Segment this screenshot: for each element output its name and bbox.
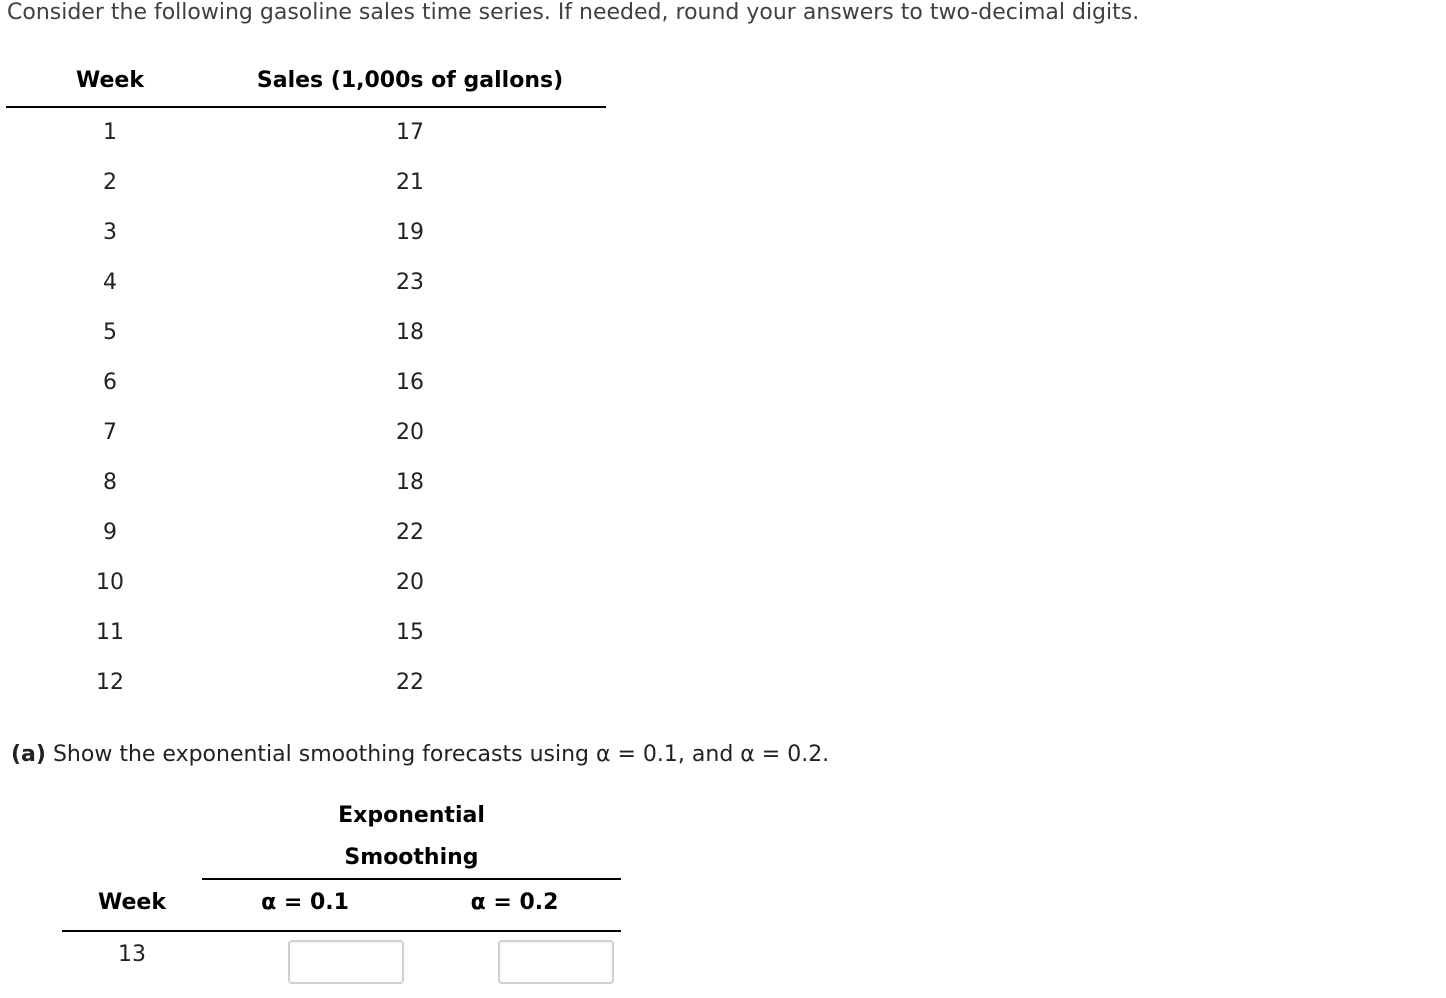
cell-sales: 20 bbox=[396, 420, 424, 445]
cell-sales: 23 bbox=[396, 270, 424, 295]
table-row bbox=[6, 558, 606, 608]
table-body bbox=[6, 108, 606, 708]
cell-week: 5 bbox=[103, 320, 117, 345]
table-row bbox=[6, 458, 606, 508]
table-row bbox=[6, 508, 606, 558]
header-week: Week bbox=[76, 68, 144, 93]
cell-week: 11 bbox=[96, 620, 124, 645]
cell-sales: 17 bbox=[396, 120, 424, 145]
table-row bbox=[6, 658, 606, 708]
answer-row-week-13 bbox=[62, 940, 621, 988]
table-row bbox=[6, 408, 606, 458]
table-row bbox=[6, 208, 606, 258]
table-row bbox=[6, 158, 606, 208]
question-a bbox=[11, 742, 829, 767]
cell-sales: 21 bbox=[396, 170, 424, 195]
cell-week: 4 bbox=[103, 270, 117, 295]
forecast-alpha-0-1-input[interactable] bbox=[288, 940, 404, 984]
instructions-text: Consider the following gasoline sales time series. If needed, round your answers to two-decimal digits. bbox=[7, 0, 1140, 25]
answer-header-alpha-0-2: α = 0.2 bbox=[470, 890, 559, 915]
question-part-label: (a) bbox=[11, 742, 46, 767]
cell-week: 12 bbox=[96, 670, 124, 695]
answer-table-header bbox=[62, 890, 621, 932]
cell-week: 2 bbox=[103, 170, 117, 195]
cell-sales: 16 bbox=[396, 370, 424, 395]
group-header-line1: Exponential bbox=[338, 803, 485, 828]
cell-week: 1 bbox=[103, 120, 117, 145]
table-row bbox=[6, 108, 606, 158]
cell-week: 6 bbox=[103, 370, 117, 395]
table-row bbox=[6, 358, 606, 408]
answer-header-alpha-0-1: α = 0.1 bbox=[261, 890, 349, 915]
answer-row-week: 13 bbox=[118, 942, 146, 967]
group-header-divider bbox=[202, 878, 621, 880]
group-header-line2: Smoothing bbox=[344, 845, 479, 870]
table-header bbox=[6, 60, 606, 108]
cell-sales: 22 bbox=[396, 520, 424, 545]
cell-sales: 20 bbox=[396, 570, 424, 595]
cell-week: 9 bbox=[103, 520, 117, 545]
sales-data-table bbox=[6, 60, 606, 708]
cell-week: 7 bbox=[103, 420, 117, 445]
cell-sales: 15 bbox=[396, 620, 424, 645]
header-sales: Sales (1,000s of gallons) bbox=[256, 68, 564, 93]
cell-week: 10 bbox=[96, 570, 124, 595]
question-text: Show the exponential smoothing forecasts using α = 0.1, and α = 0.2. bbox=[52, 742, 830, 767]
forecast-alpha-0-2-input[interactable] bbox=[498, 940, 614, 984]
cell-week: 8 bbox=[103, 470, 117, 495]
cell-sales: 22 bbox=[396, 670, 424, 695]
answer-group-header bbox=[202, 795, 621, 879]
table-row bbox=[6, 258, 606, 308]
cell-sales: 18 bbox=[396, 320, 424, 345]
table-row bbox=[6, 308, 606, 358]
cell-sales: 18 bbox=[396, 470, 424, 495]
cell-sales: 19 bbox=[396, 220, 424, 245]
cell-week: 3 bbox=[103, 220, 117, 245]
table-row bbox=[6, 608, 606, 658]
answer-header-week: Week bbox=[98, 890, 166, 915]
